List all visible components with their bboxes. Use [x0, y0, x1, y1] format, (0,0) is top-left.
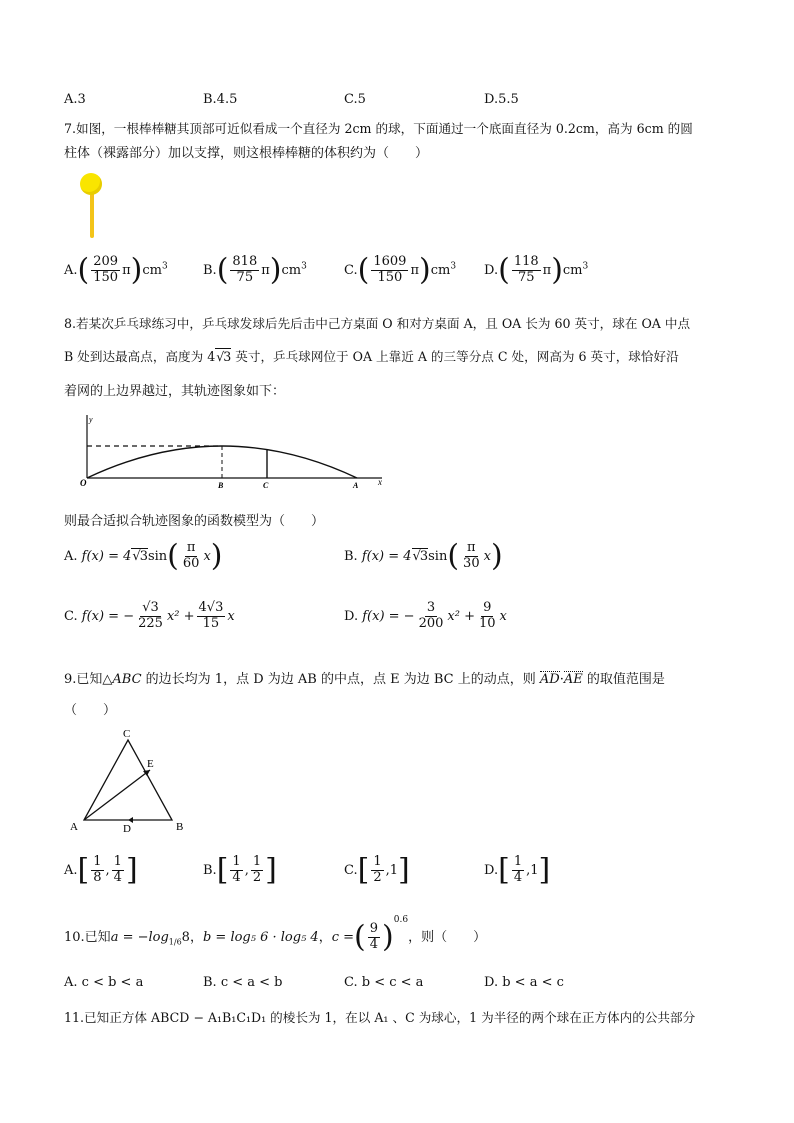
q8-option-a: A. f(x) = 4√3sin( $\frac{\pi}{60}$ x)	[64, 538, 223, 574]
q9-option-a: A.[ $\frac{1}{8}$ , $\frac{1}{4}$ ]	[64, 852, 138, 888]
q7-option-c: C.( $\frac{1609}{150}$ $\pi)cm^3$	[344, 252, 457, 288]
q8-option-c: C. f(x) = − $\frac{√3}{225}$ x² + $\frac{4√3}{15}$ x	[64, 600, 235, 631]
segment-ae	[84, 770, 150, 820]
tri-label-a: A	[70, 821, 78, 833]
graph-label-y: y	[89, 415, 93, 424]
graph-label-b: B	[218, 481, 224, 490]
q7-option-a: A.( $\frac{209}{150}$ $\pi)cm^3$	[64, 252, 168, 288]
triangle-figure	[62, 724, 197, 836]
q7-stem-line1: 7.如图，一根棒棒糖其顶部可近似看成一个直径为 2cm 的球，下面通过一个底面直径为 0.2cm，高为 6cm 的圆	[64, 121, 693, 136]
graph-label-c: C	[263, 481, 269, 490]
q9-option-b: B.[ $\frac{1}{4}$ , $\frac{1}{2}$ ]	[203, 852, 277, 888]
q6-option-b: B.4.5	[203, 92, 238, 107]
q10-option-b: B. c < a < b	[203, 975, 283, 990]
trajectory-graph	[72, 410, 402, 490]
q9-stem-line2: （ ）	[64, 703, 117, 718]
q9-stem-line1: 9.已知△ABC 的边长均为 1，点 D 为边 AB 的中点，点 E 为边 BC 上的动点，则 AD·AE 的取值范围是	[64, 672, 665, 687]
triangle-abc	[84, 740, 172, 820]
q7-stem-line2: 柱体（裸露部分）加以支撑，则这根棒棒糖的体积约为（ ）	[64, 146, 429, 161]
q6-option-d: D.5.5	[484, 92, 519, 107]
q7-option-b: B.( $\frac{818}{75}$ $\pi)cm^3$	[203, 252, 307, 288]
q11-stem-line1: 11.已知正方体 ABCD − A₁B₁C₁D₁ 的棱长为 1，在以 A₁ 、C 为球心，1 为半径的两个球在正方体内的公共部分	[64, 1010, 696, 1025]
q9-option-c: C.[ $\frac{1}{2}$ ,1]	[344, 852, 410, 888]
q10-stem: 10.已知$a = -\log_{1/6}8$，b = log₅ 6 · log₅ 4，c =( $\frac{9}{4}$ )$^{0.6}$，则（ ）	[64, 914, 487, 955]
q6-option-a: A.3	[64, 92, 86, 107]
graph-label-x: x	[378, 477, 382, 487]
q10-option-a: A. c < b < a	[64, 975, 144, 990]
q8-stem-line1: 8.若某次乒乓球练习中，乒乓球发球后先后击中己方桌面 O 和对方桌面 A，且 OA 长为 60 英寸，球在 OA 中点	[64, 316, 691, 331]
q10-option-c: C. b < c < a	[344, 975, 424, 990]
tri-label-b: B	[176, 821, 184, 833]
q6-option-c: C.5	[344, 92, 366, 107]
q8-option-b: B. f(x) = 4√3sin( $\frac{\pi}{30}$ x)	[344, 538, 503, 574]
lollipop-ball	[80, 173, 102, 195]
q8-option-d: D. f(x) = − $\frac{3}{200}$ x² + $\frac{9}{10}$ x	[344, 600, 507, 631]
tri-label-e: E	[147, 758, 154, 770]
tri-label-c: C	[123, 728, 131, 740]
q8-stem-line2: B 处到达最高点，高度为 4√3 英寸，乒乓球网位于 OA 上靠近 A 的三等分点 C 处，网高为 6 英寸，球恰好沿	[64, 349, 679, 364]
graph-label-a: A	[353, 481, 359, 490]
q9-option-d: D.[ $\frac{1}{4}$ ,1]	[484, 852, 551, 888]
q10-option-d: D. b < a < c	[484, 975, 564, 990]
q7-option-d: D.( $\frac{118}{75}$ $\pi)cm^3$	[484, 252, 589, 288]
graph-label-o: O	[80, 478, 87, 488]
q8-stem-line3: 着网的上边界越过，其轨迹图象如下：	[64, 384, 286, 399]
tri-label-d: D	[123, 823, 131, 835]
q8-question: 则最合适拟合轨迹图象的函数模型为（ ）	[64, 514, 325, 529]
